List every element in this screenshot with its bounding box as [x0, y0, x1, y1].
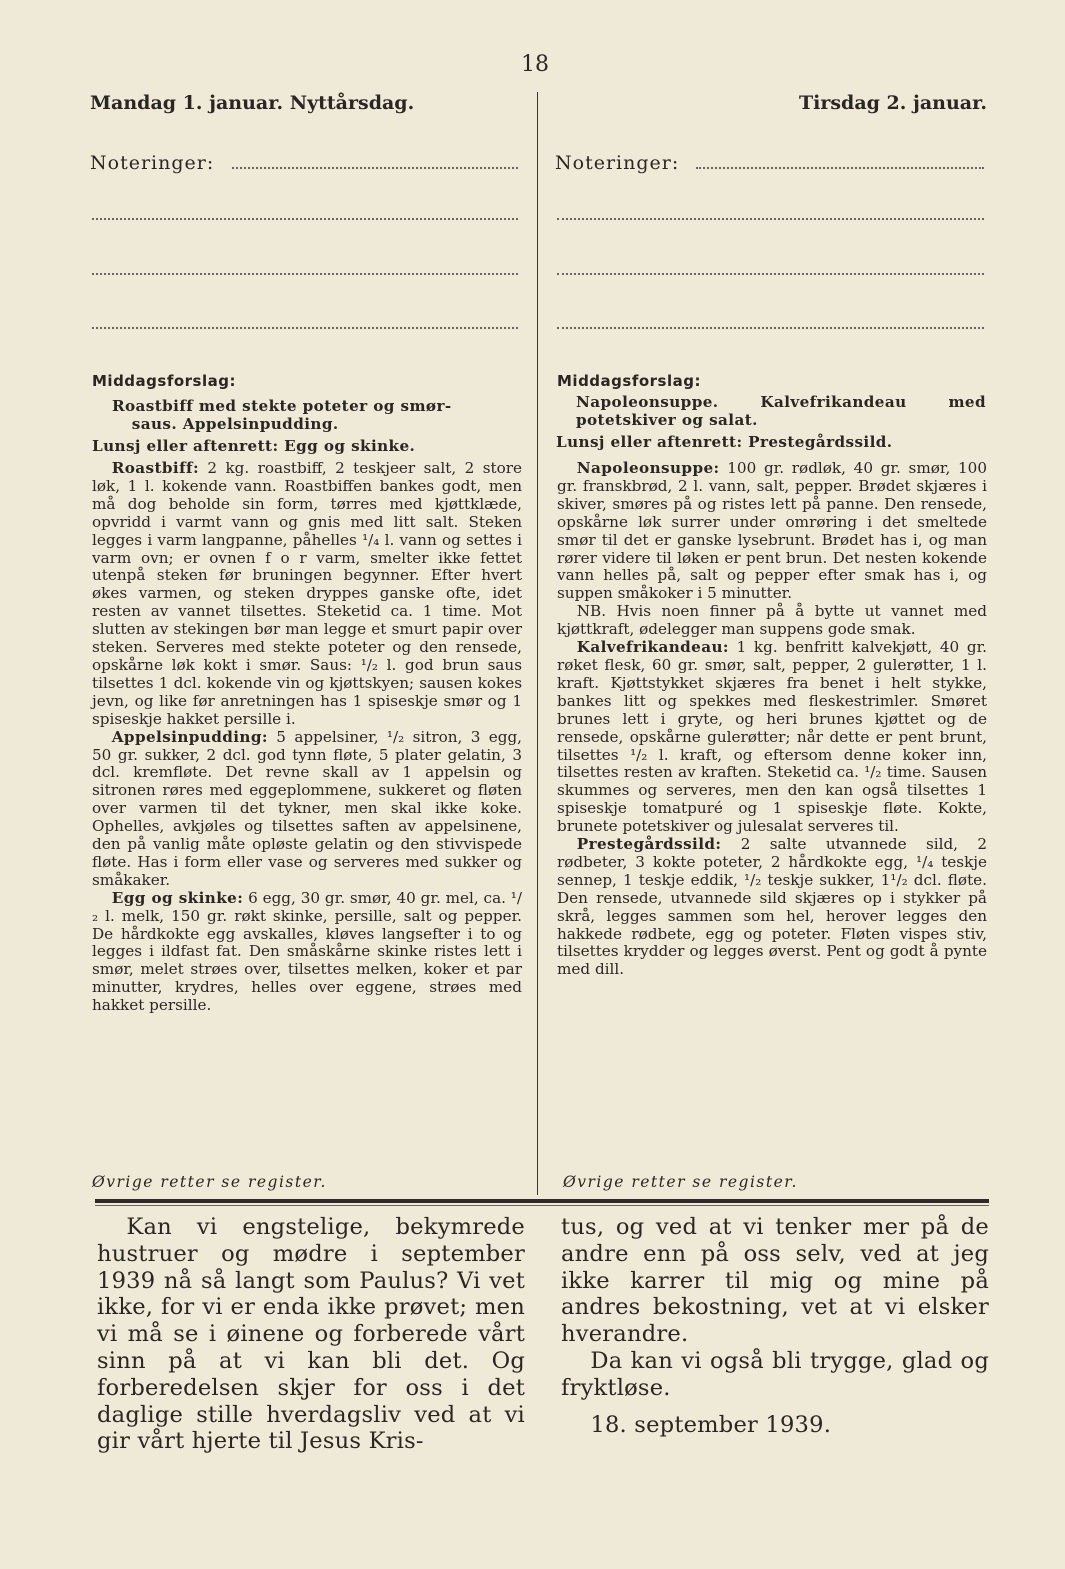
notes-line [92, 218, 518, 220]
menu-line: Napoleonsuppe. Kalvefrikandeau med [576, 393, 986, 411]
notes-label: Noteringer: [90, 152, 215, 174]
devotion-left [97, 1214, 525, 1455]
footer-note-left: Øvrige retter se register. [92, 1173, 327, 1191]
recipe-body: 100 gr. rødløk, 40 gr. smør, 100 gr. franskbrød, 2 l. vann, salt, pepper. Brødet skjæres i skiver, smøres på og ristes lett på panne. Den rensede, opskårne løk surrer under omrøring i det smeltede smør til det er ganske lysebrunt. Brødet has i, og man rører videre til løken er pent brun. Det nesten kokende vann helles på, salt og pepper efter smak has i, og suppen småkoker i 5 minutter. [557, 459, 988, 603]
section-rule [95, 1199, 989, 1203]
recipe-body: 6 egg, 30 gr. smør, 40 gr. mel, ca. ¹/₂ l. melk, 150 gr. røkt skinke, persille, salt og pepper. De hårdkokte egg avskalles, kløves langsefter i to og legges i ildfast fat. Den småskårne skinke ristes lett i smør, melet strøes over, tilsettes melken, koker et par minutter, krydres, helles over eggene, strøes med hakket persille. [92, 888, 523, 1015]
notes-line [696, 167, 984, 169]
menu-right [556, 393, 986, 452]
recipe-title: Napoleonsuppe: [576, 459, 720, 477]
devotion-paragraph: Da kan vi også bli trygge, glad og fryktløse. [561, 1347, 989, 1401]
dinner-header: Middagsforslag: [92, 372, 236, 390]
recipe-paragraph [92, 460, 522, 729]
dinner-header: Middagsforslag: [557, 372, 701, 390]
recipe-body: 5 appelsiner, ¹/₂ sitron, 3 egg, 50 gr. sukker, 2 dcl. god tynn fløte, 5 plater gelatin, 3 dcl. kremfløte. Det revne skall av 1 appelsin og sitronen røres med eggeplommene, sukkeret og fløten over varmen til det tykner, men skal ikke koke. Ophelles, avkjøles og tilsettes saften av appelsinene, den på vanlig måte opløste gelatin og den stivvispede fløte. Has i form eller vase og serveres med sukker og småkaker. [92, 727, 523, 889]
notes-line [557, 273, 984, 275]
devotion-date: 18. september 1939. [590, 1411, 832, 1438]
recipes-right [557, 460, 987, 979]
column-divider [537, 92, 538, 1195]
recipe-body: Hvis noen finner på å bytte ut vannet med kjøttkraft, ødelegger man suppens gode smak. [557, 602, 987, 639]
menu-line: potetskiver og salat. [576, 410, 758, 429]
devotion-right [561, 1214, 989, 1438]
recipe-paragraph [92, 729, 522, 890]
page-number: 18 [521, 52, 549, 77]
notes-line [92, 327, 518, 329]
notes-line [557, 327, 984, 329]
section-rule-thin [95, 1205, 989, 1206]
notes-left [90, 152, 214, 174]
recipe-paragraph [92, 890, 522, 1015]
recipe-paragraph [557, 836, 987, 979]
notes-label: Noteringer: [555, 152, 680, 174]
menu-line: Lunsj eller aftenrett: Prestegårdssild. [556, 432, 893, 451]
menu-line: saus. Appelsinpudding. [131, 414, 339, 433]
devotion-paragraph: Kan vi engstelige, bekymrede hustruer og mødre i september 1939 nå så langt som Paulus? Vi vet ikke, for vi er enda ikke prøvet; men vi må se i øinene og forberede vårt sinn på at vi kan bli det. Og forberedelsen skjer for oss i det daglige stille hverdagsliv ved at vi gir vårt hjerte til Jesus Kris- [97, 1214, 525, 1455]
recipe-body: 2 salte utvannede sild, 2 rødbeter, 3 kokte poteter, 2 hårdkokte egg, ¹/₄ teskje sennep, 1 teskje eddik, ¹/₂ teskje sukker, 1¹/₂ dcl. fløte. Den rensede, utvannede sild skjæres op i stykker på skrå, legges sammen som hel, herover legges den hakkede rødbete, egg og poteter. Fløten vispes stiv, tilsettes krydder og legges øverst. Pent og godt å pynte med dill. [557, 835, 987, 979]
menu-left [92, 397, 522, 456]
notes-right [555, 152, 679, 174]
recipe-title: NB. [576, 602, 607, 621]
recipes-left [92, 460, 522, 1015]
recipe-body: 2 kg. roastbiff, 2 teskjeer salt, 2 store løk, 1 l. kokende vann. Roastbiffen bankes godt, men må dog beholde sin form, tørres med kjøttklæde, opvridd i varmt vann og gnis med litt salt. Steken legges i varm langpanne, påhelles ¹/₄ l. vann og settes i varm ovn; er ovnen f o r varm, smelter ikke fettet utenpå steken før bruningen begynner. Efter hvert økes varmen, og steken dryppes ganske ofte, idet resten av vannet tilsettes. Steketid ca. 1 time. Mot slutten av stekingen bør man legge et smurt papir over steken. Serveres med stekte poteter og den rensede, opskårne løk kokt i smør. Saus: ¹/₂ l. god brun saus tilsettes 1 dcl. kokende vin og kjøttskyen; sausen kokes jevn, og like før anretningen has 1 spiseskje smør og 1 spiseskje hakket persille i. [92, 459, 522, 728]
devotion-paragraph: tus, og ved at vi tenker mer på de andre enn på oss selv, ved at jeg ikke karrer til mig og mine på andres bekostning, vet at vi elsker hverandre. [561, 1214, 989, 1348]
notes-line [557, 218, 984, 220]
day-heading-monday: Mandag 1. januar. Nyttårsdag. [90, 92, 415, 114]
menu-line: Lunsj eller aftenrett: Egg og skinke. [92, 436, 416, 455]
notes-line [92, 273, 518, 275]
recipe-title: Roastbiff: [111, 459, 199, 477]
recipe-paragraph [557, 603, 987, 639]
recipe-title: Prestegårdssild: [576, 835, 722, 854]
footer-note-right: Øvrige retter se register. [563, 1173, 798, 1191]
recipe-title: Egg og skinke: [111, 888, 244, 907]
menu-line: Roastbiff med stekte poteter og smør- [112, 397, 452, 415]
recipe-paragraph [557, 639, 987, 836]
recipe-paragraph [557, 460, 987, 603]
day-heading-tuesday: Tirsdag 2. januar. [798, 92, 987, 114]
recipe-title: Appelsinpudding: [111, 727, 268, 746]
recipe-title: Kalvefrikandeau: [576, 638, 729, 657]
recipe-body: 1 kg. benfritt kalvekjøtt, 40 gr. røket flesk, 60 gr. smør, salt, pepper, 2 gulerøtter, 1 l. kraft. Kjøttstykket skjæres fra benet i helt stykke, bankes litt og spekkes med fleskestrimler. Smøret brunes lett i gryte, og heri brunes kjøttet og de rensede, opskårne gulerøtter; når dette er pent brunt, tilsettes ¹/₂ l. kraft, og eftersom denne koker inn, tilsettes resten av kraften. Steketid ca. ¹/₂ time. Sausen skummes og serveres, men den kan også tilsettes 1 spiseskje tomatpuré og 1 spiseskje fløte. Kokte, brunete potetskiver og julesalat serveres til. [557, 638, 988, 836]
notes-line [232, 167, 518, 169]
